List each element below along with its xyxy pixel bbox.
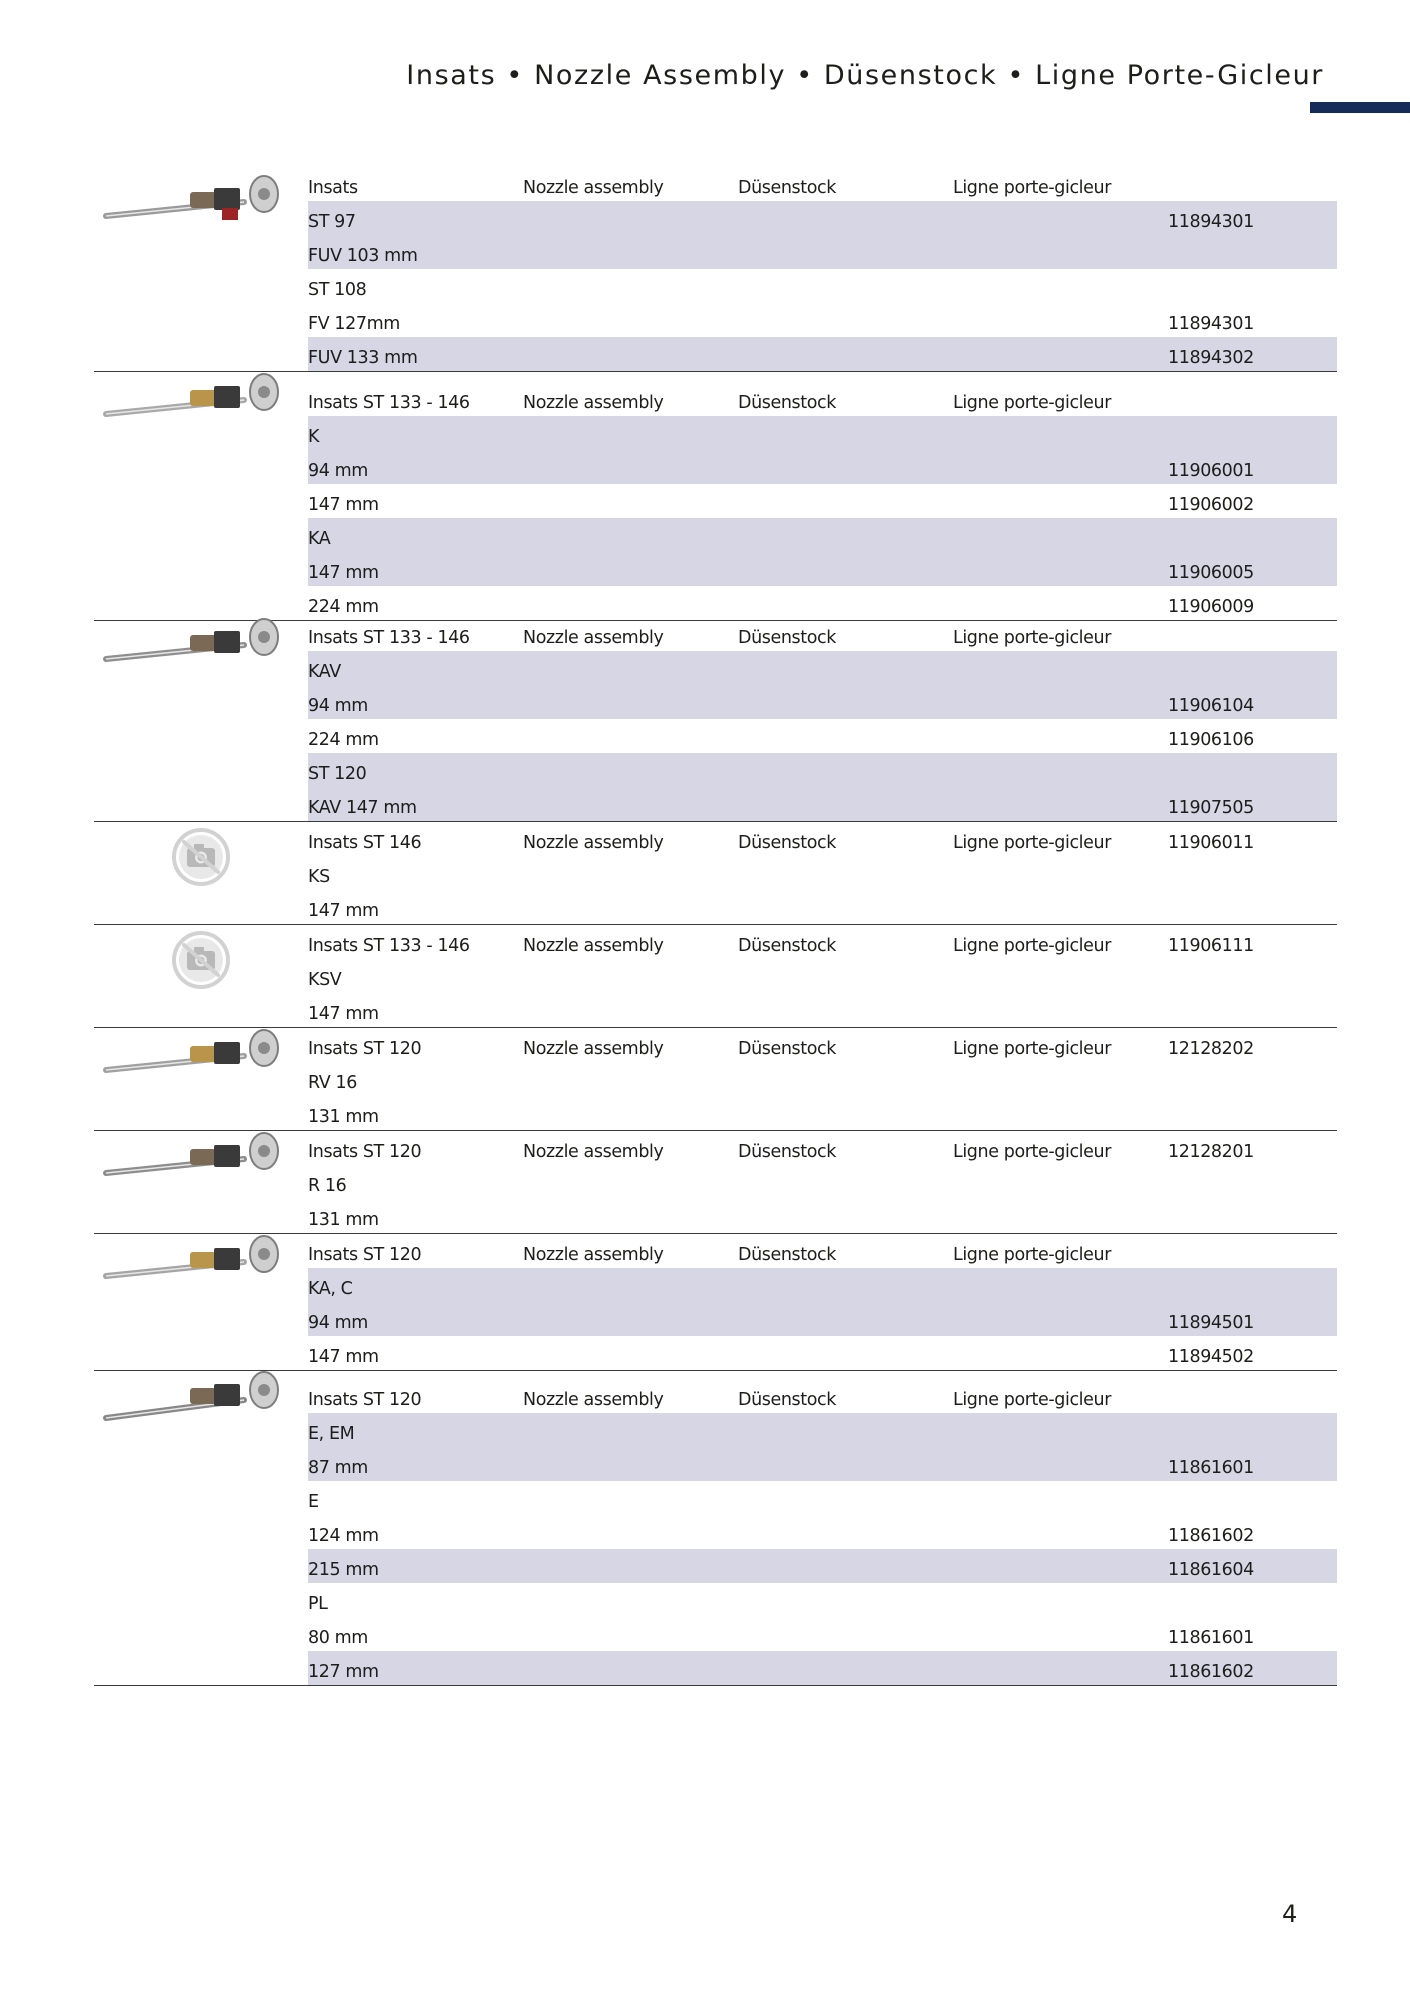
cell-model: 124 mm [308, 1526, 379, 1546]
table-row [308, 416, 1337, 450]
page-title: Insats • Nozzle Assembly • Düsenstock • Ligne Porte-Gicleur [406, 60, 1324, 91]
table-row [308, 269, 1337, 303]
cell-model: 147 mm [308, 495, 379, 515]
no-photo-icon [94, 925, 300, 995]
table-row [308, 1413, 1337, 1447]
table-row [308, 617, 1337, 651]
table-row [308, 1447, 1337, 1481]
product-photo [94, 1028, 300, 1098]
table-row [308, 959, 1337, 993]
cell-model: Insats ST 133 - 146 [308, 393, 470, 413]
product-group [94, 174, 1337, 372]
cell-french: Ligne porte-gicleur [953, 393, 1112, 413]
table-row [308, 201, 1337, 235]
cell-model: KS [308, 867, 330, 887]
cell-model: 127 mm [308, 1662, 379, 1682]
cell-english: Nozzle assembly [523, 1142, 664, 1162]
product-group [94, 617, 1337, 822]
table-row [308, 586, 1337, 620]
table-row [308, 685, 1337, 719]
cell-french: Ligne porte-gicleur [953, 1142, 1112, 1162]
table-row [308, 651, 1337, 685]
page-number: 4 [1282, 1900, 1298, 1928]
product-photo [94, 1370, 300, 1470]
cell-model: Insats ST 146 [308, 833, 422, 853]
cell-english: Nozzle assembly [523, 936, 664, 956]
table-row [308, 174, 1337, 201]
cell-part-number: 11861604 [1168, 1560, 1254, 1580]
table-row [308, 337, 1337, 371]
product-group [94, 1370, 1337, 1686]
table-row [308, 1268, 1337, 1302]
cell-french: Ligne porte-gicleur [953, 833, 1112, 853]
cell-german: Düsenstock [738, 393, 836, 413]
cell-model: KA [308, 529, 331, 549]
cell-part-number: 12128201 [1168, 1142, 1254, 1162]
cell-part-number: 11906009 [1168, 597, 1254, 617]
cell-english: Nozzle assembly [523, 833, 664, 853]
cell-model: Insats ST 120 [308, 1390, 422, 1410]
table-row [308, 822, 1337, 856]
table-row [308, 1096, 1337, 1130]
cell-english: Nozzle assembly [523, 628, 664, 648]
cell-model: FV 127mm [308, 314, 400, 334]
cell-part-number: 11894501 [1168, 1313, 1254, 1333]
cell-french: Ligne porte-gicleur [953, 1245, 1112, 1265]
cell-model: 87 mm [308, 1458, 368, 1478]
table-row [308, 372, 1337, 416]
cell-part-number: 11907505 [1168, 798, 1254, 818]
cell-part-number: 11861601 [1168, 1628, 1254, 1648]
cell-part-number: 11861602 [1168, 1662, 1254, 1682]
cell-model: E [308, 1492, 319, 1512]
product-group [94, 1131, 1337, 1234]
cell-part-number: 11894302 [1168, 348, 1254, 368]
cell-model: 224 mm [308, 597, 379, 617]
cell-french: Ligne porte-gicleur [953, 178, 1112, 198]
cell-english: Nozzle assembly [523, 178, 664, 198]
cell-german: Düsenstock [738, 1245, 836, 1265]
cell-french: Ligne porte-gicleur [953, 1390, 1112, 1410]
table-row [308, 1583, 1337, 1617]
cell-model: FUV 133 mm [308, 348, 418, 368]
cell-model: Insats ST 133 - 146 [308, 628, 470, 648]
cell-model: 147 mm [308, 563, 379, 583]
cell-german: Düsenstock [738, 936, 836, 956]
cell-english: Nozzle assembly [523, 393, 664, 413]
cell-german: Düsenstock [738, 1142, 836, 1162]
table-row [308, 719, 1337, 753]
table-row [308, 552, 1337, 586]
cell-model: KAV 147 mm [308, 798, 417, 818]
cell-part-number: 11861602 [1168, 1526, 1254, 1546]
cell-model: Insats [308, 178, 358, 198]
cell-model: Insats ST 133 - 146 [308, 936, 470, 956]
table-row [308, 925, 1337, 959]
product-group [94, 1028, 1337, 1131]
cell-german: Düsenstock [738, 1390, 836, 1410]
no-photo-icon [94, 822, 300, 892]
product-group [94, 1234, 1337, 1371]
cell-english: Nozzle assembly [523, 1390, 664, 1410]
table-row [308, 1234, 1337, 1268]
table-row [308, 753, 1337, 787]
table-row [308, 890, 1337, 924]
table-row [308, 1199, 1337, 1233]
table-row [308, 1515, 1337, 1549]
cell-model: 80 mm [308, 1628, 368, 1648]
cell-model: PL [308, 1594, 328, 1614]
cell-model: K [308, 427, 320, 447]
cell-german: Düsenstock [738, 628, 836, 648]
product-photo [94, 174, 300, 244]
cell-part-number: 11906111 [1168, 936, 1254, 956]
cell-part-number: 11906001 [1168, 461, 1254, 481]
table-row [308, 484, 1337, 518]
cell-part-number: 11894301 [1168, 314, 1254, 334]
cell-model: ST 97 [308, 212, 356, 232]
cell-model: E, EM [308, 1424, 355, 1444]
table-row [308, 303, 1337, 337]
cell-french: Ligne porte-gicleur [953, 936, 1112, 956]
cell-part-number: 11906011 [1168, 833, 1254, 853]
cell-model: 94 mm [308, 461, 368, 481]
table-row [308, 856, 1337, 890]
cell-french: Ligne porte-gicleur [953, 1039, 1112, 1059]
cell-model: Insats ST 120 [308, 1039, 422, 1059]
cell-model: 94 mm [308, 1313, 368, 1333]
table-row [308, 1165, 1337, 1199]
table-row [308, 993, 1337, 1027]
cell-model: 147 mm [308, 1004, 379, 1024]
cell-german: Düsenstock [738, 833, 836, 853]
cell-model: 147 mm [308, 1347, 379, 1367]
table-row [308, 518, 1337, 552]
cell-part-number: 11906106 [1168, 730, 1254, 750]
cell-model: 147 mm [308, 901, 379, 921]
cell-english: Nozzle assembly [523, 1039, 664, 1059]
product-group [94, 925, 1337, 1028]
product-group [94, 372, 1337, 621]
cell-part-number: 12128202 [1168, 1039, 1254, 1059]
product-group [94, 822, 1337, 925]
table-row [308, 1062, 1337, 1096]
cell-french: Ligne porte-gicleur [953, 628, 1112, 648]
brand-bar [1227, 101, 1410, 116]
table-row [308, 235, 1337, 269]
cell-model: R 16 [308, 1176, 347, 1196]
cell-model: Insats ST 120 [308, 1142, 422, 1162]
table-row [308, 1028, 1337, 1062]
table-row [308, 1617, 1337, 1651]
cell-model: 94 mm [308, 696, 368, 716]
table-row [308, 1336, 1337, 1370]
product-photo [94, 1234, 300, 1304]
cell-part-number: 11894502 [1168, 1347, 1254, 1367]
cell-part-number: 11906002 [1168, 495, 1254, 515]
cell-part-number: 11906005 [1168, 563, 1254, 583]
table-row [308, 1302, 1337, 1336]
table-row [308, 450, 1337, 484]
cell-part-number: 11861601 [1168, 1458, 1254, 1478]
brand-rule [1310, 102, 1410, 113]
cell-model: RV 16 [308, 1073, 358, 1093]
table-row [308, 1481, 1337, 1515]
cell-model: 224 mm [308, 730, 379, 750]
cell-model: KA, C [308, 1279, 353, 1299]
table-row [308, 1651, 1337, 1685]
cell-model: 131 mm [308, 1107, 379, 1127]
cell-model: ST 108 [308, 280, 367, 300]
product-photo [94, 1131, 300, 1201]
table-row [308, 1370, 1337, 1413]
cell-german: Düsenstock [738, 1039, 836, 1059]
cell-model: 131 mm [308, 1210, 379, 1230]
cell-model: FUV 103 mm [308, 246, 418, 266]
cell-model: 215 mm [308, 1560, 379, 1580]
product-photo [94, 372, 300, 442]
cell-model: KAV [308, 662, 341, 682]
cell-part-number: 11894301 [1168, 212, 1254, 232]
cell-german: Düsenstock [738, 178, 836, 198]
table-row [308, 1131, 1337, 1165]
table-row [308, 1549, 1337, 1583]
cell-model: KSV [308, 970, 342, 990]
table-row [308, 787, 1337, 821]
product-photo [94, 617, 300, 687]
cell-model: ST 120 [308, 764, 367, 784]
cell-model: Insats ST 120 [308, 1245, 422, 1265]
cell-english: Nozzle assembly [523, 1245, 664, 1265]
cell-part-number: 11906104 [1168, 696, 1254, 716]
